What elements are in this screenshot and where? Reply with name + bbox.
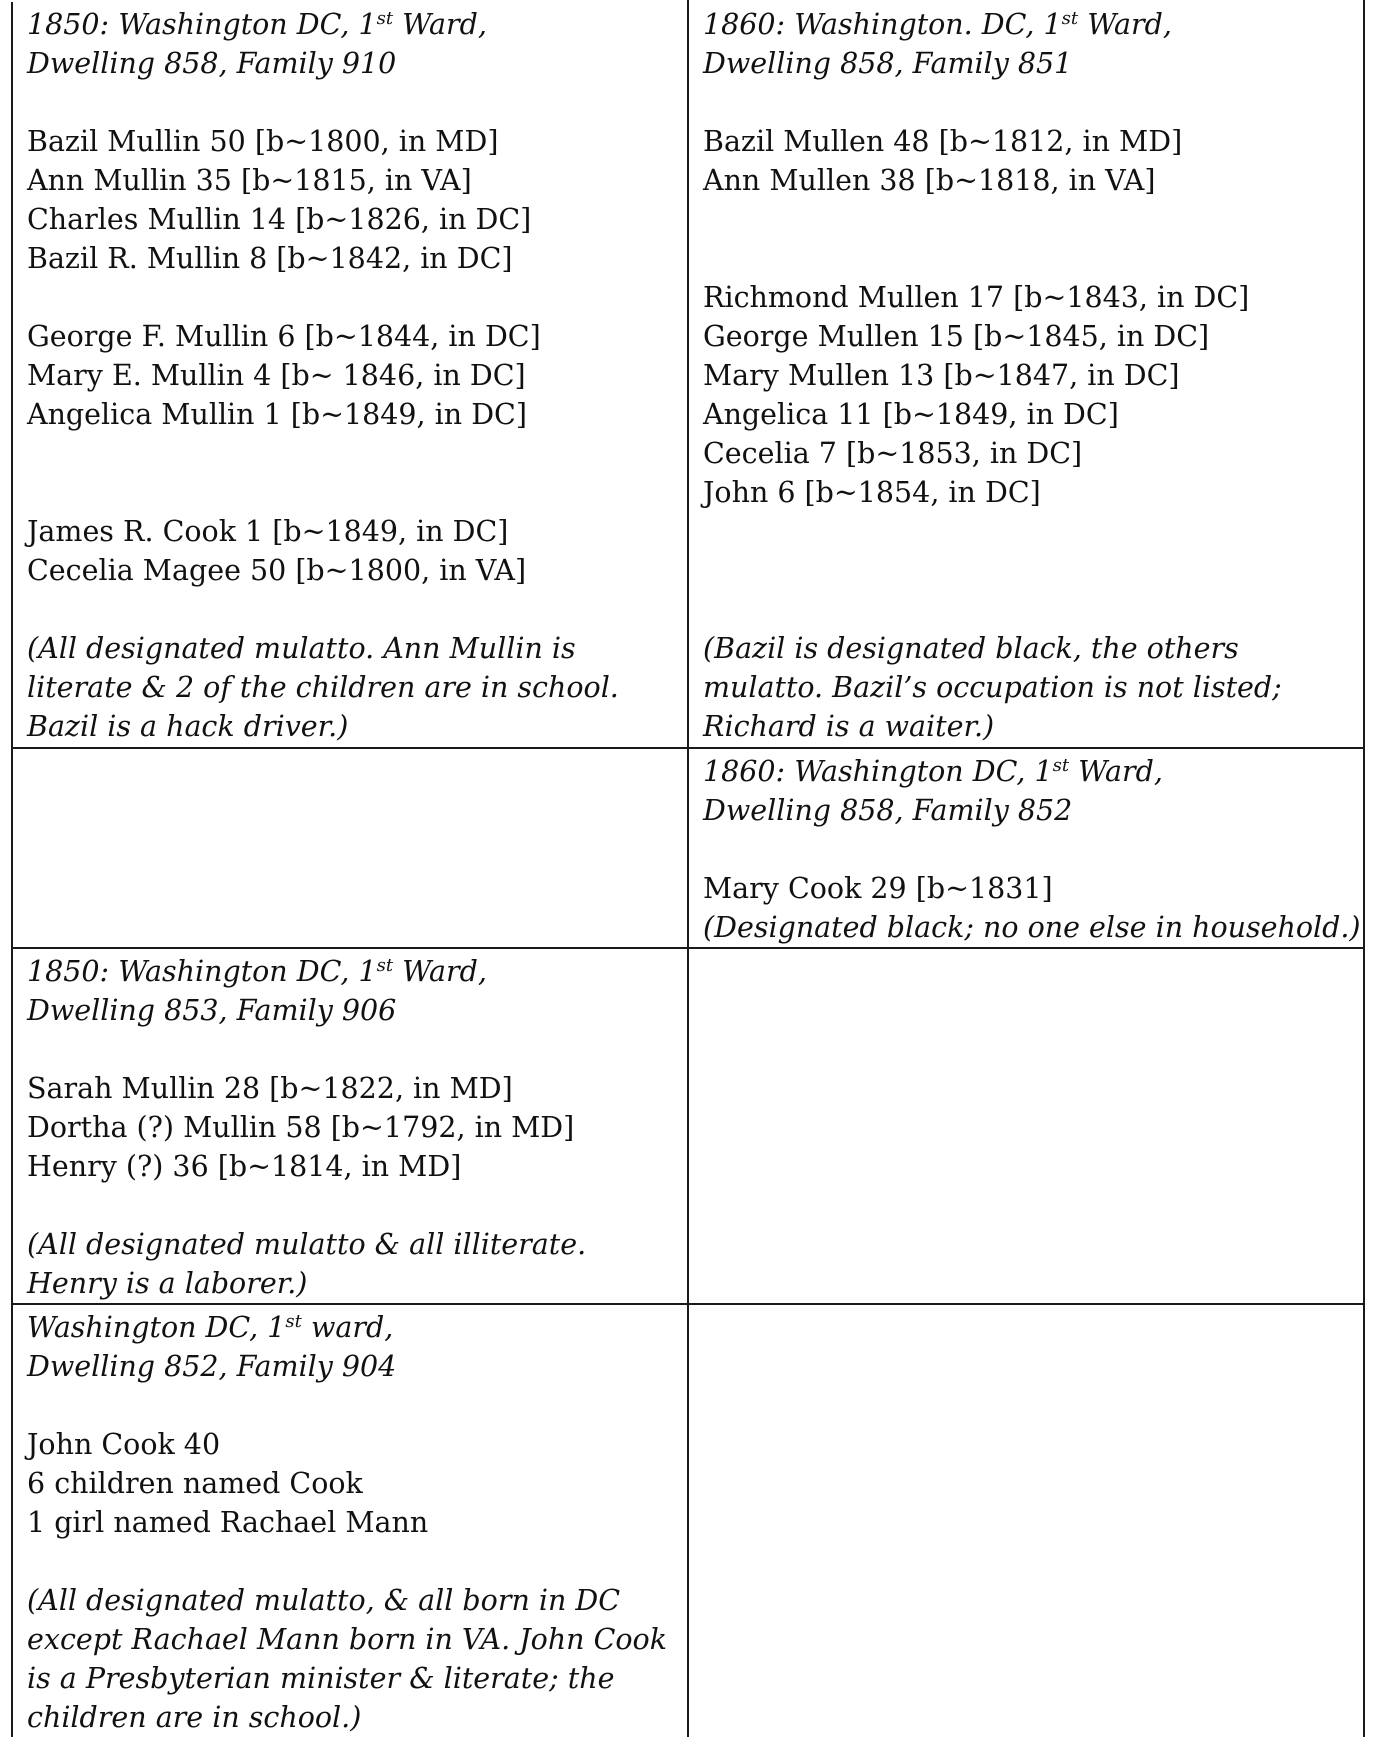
person-entry: 6 children named Cook — [27, 1467, 363, 1500]
table-row — [12, 1304, 1364, 1738]
cell-1860-family-851 — [688, 1, 1364, 748]
record-header: 1860: Washington DC, 1st Ward, — [703, 755, 1163, 788]
cell-1850-family-906 — [12, 948, 688, 1304]
person-entry: George F. Mullin 6 [b~1844, in DC] — [27, 320, 541, 353]
person-entry: Angelica Mullin 1 [b~1849, in DC] — [27, 398, 527, 431]
record-header: 1850: Washington DC, 1st Ward, — [27, 8, 487, 41]
record-note: (Designated black; no one else in household.) — [703, 911, 1361, 944]
person-entry: Sarah Mullin 28 [b~1822, in MD] — [27, 1072, 513, 1105]
table-row — [12, 948, 1364, 1304]
record-note: (All designated mulatto & all illiterate. Henry is a laborer.) — [27, 1228, 587, 1300]
record-header-dwelling: Dwelling 858, Family 910 — [27, 47, 397, 80]
cell-empty — [12, 748, 688, 948]
person-entry: John Cook 40 — [27, 1428, 221, 1461]
census-table — [11, 0, 1365, 1739]
person-entry: 1 girl named Rachael Mann — [27, 1506, 429, 1539]
person-entry: Bazil Mullen 48 [b~1812, in MD] — [703, 125, 1183, 158]
person-entry: James R. Cook 1 [b~1849, in DC] — [27, 515, 509, 548]
person-entry: Angelica 11 [b~1849, in DC] — [703, 398, 1119, 431]
record-header-dwelling: Dwelling 853, Family 906 — [27, 994, 397, 1027]
cell-empty — [688, 948, 1364, 1304]
person-entry: Cecelia 7 [b~1853, in DC] — [703, 437, 1083, 470]
person-entry: Charles Mullin 14 [b~1826, in DC] — [27, 203, 532, 236]
record-header: 1860: Washington. DC, 1st Ward, — [703, 8, 1172, 41]
cell-family-904 — [12, 1304, 688, 1738]
person-entry: Ann Mullen 38 [b~1818, in VA] — [703, 164, 1156, 197]
record-note: (All designated mulatto. Ann Mullin is literate & 2 of the children are in school. Bazil is a hack driver.) — [27, 632, 619, 743]
person-entry: George Mullen 15 [b~1845, in DC] — [703, 320, 1210, 353]
table-row — [12, 1, 1364, 748]
record-header: 1850: Washington DC, 1st Ward, — [27, 955, 487, 988]
person-entry: Henry (?) 36 [b~1814, in MD] — [27, 1150, 462, 1183]
person-entry: Dortha (?) Mullin 58 [b~1792, in MD] — [27, 1111, 575, 1144]
cell-empty — [688, 1304, 1364, 1738]
record-header-dwelling: Dwelling 858, Family 851 — [703, 47, 1073, 80]
person-entry: Bazil Mullin 50 [b~1800, in MD] — [27, 125, 499, 158]
person-entry: Bazil R. Mullin 8 [b~1842, in DC] — [27, 242, 513, 275]
person-entry: Mary Mullen 13 [b~1847, in DC] — [703, 359, 1180, 392]
person-entry: Mary Cook 29 [b~1831] — [703, 872, 1053, 905]
person-entry: Ann Mullin 35 [b~1815, in VA] — [27, 164, 472, 197]
record-header: Washington DC, 1st ward, — [27, 1311, 394, 1344]
record-note: (All designated mulatto, & all born in DC except Rachael Mann born in VA. John Cook is a Presbyterian minister & literate; the children are in school.) — [27, 1584, 667, 1734]
record-header-dwelling: Dwelling 858, Family 852 — [703, 794, 1073, 827]
person-entry: Cecelia Magee 50 [b~1800, in VA] — [27, 554, 527, 587]
person-entry: Richmond Mullen 17 [b~1843, in DC] — [703, 281, 1250, 314]
person-entry: John 6 [b~1854, in DC] — [703, 476, 1041, 509]
table-row — [12, 748, 1364, 948]
record-note: (Bazil is designated black, the others mulatto. Bazil’s occupation is not listed; Richard is a waiter.) — [703, 632, 1282, 743]
cell-1860-family-852 — [688, 748, 1364, 948]
person-entry: Mary E. Mullin 4 [b~ 1846, in DC] — [27, 359, 526, 392]
cell-1850-family-910 — [12, 1, 688, 748]
record-header-dwelling: Dwelling 852, Family 904 — [27, 1350, 397, 1383]
